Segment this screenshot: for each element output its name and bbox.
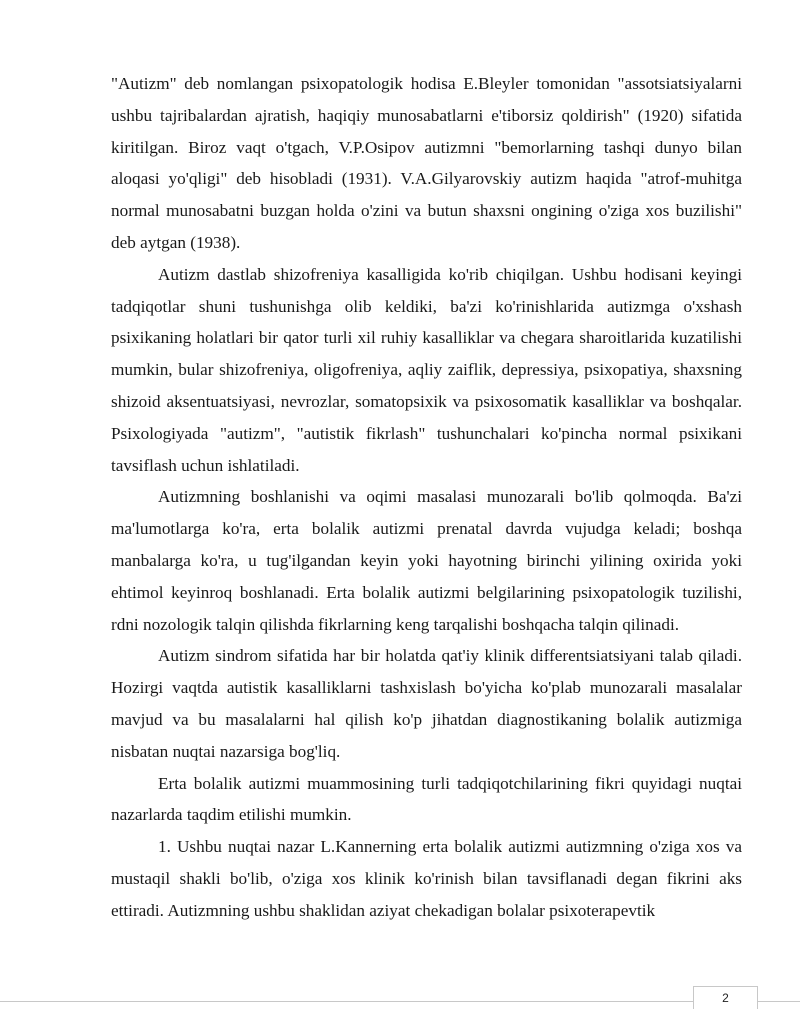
paragraph-4: Autizm sindrom sifatida har bir holatda qat'iy klinik differentsiatsiyani talab qiladi. Hozirgi vaqtda autistik kasalliklarni tashxislash bo'yicha ko'plab munozarali masalalar mavjud va bu masalalarni hal qilish ko'p jihatdan diagnostikaning bolalik autizmiga nisbatan nuqtai nazarsiga bog'liq.	[111, 646, 742, 761]
footer-divider	[0, 1001, 800, 1002]
paragraph-3: Autizmning boshlanishi va oqimi masalasi munozarali bo'lib qolmoqda. Ba'zi ma'lumotlarga ko'ra, erta bolalik autizmi prenatal davrda vujudga keladi; boshqa manbalarga ko'ra, u tug'ilgandan keyin yoki hayotning birinchi yilining oxirida yoki ehtimol keyinroq boshlanadi. Erta bolalik autizmi belgilarining psixopatologik tuzilishi, rdni nozologik talqin qilishda fikrlarning keng tarqalishi boshqacha talqin qilinadi.	[111, 487, 742, 634]
paragraph-6: 1. Ushbu nuqtai nazar L.Kannerning erta bolalik autizmi autizmning o'ziga xos va mustaqil shakli bo'lib, o'ziga xos klinik ko'rinish bilan tavsiflanadi degan fikrini aks ettiradi. Autizmning ushbu shaklidan aziyat chekadigan bolalar psixoterapevtik	[111, 837, 742, 920]
page-number-box	[693, 986, 758, 1009]
paragraph-2: Autizm dastlab shizofreniya kasalligida ko'rib chiqilgan. Ushbu hodisani keyingi tadqiqotlar shuni tushunishga olib keldiki, ba'zi ko'rinishlarida autizmga o'xshash psixikaning holatlari bir qator turli xil ruhiy kasalliklar va chegara sharoitlarida kuzatilishi mumkin, bular shizofreniya, oligofreniya, aqliy zaiflik, depressiya, psixopatiya, shaxsning shizoid aksentuatsiyasi, nevrozlar, somatopsixik va psixosomatik kasalliklar va boshqalar. Psixologiyada "autizm", "autistik fikrlash" tushunchalari ko'pincha normal psixikani tavsiflash uchun ishlatiladi.	[111, 264, 742, 475]
paragraph-5: Erta bolalik autizmi muammosining turli tadqiqotchilarining fikri quyidagi nuqtai nazarlarda taqdim etilishi mumkin.	[111, 773, 742, 825]
document-body	[111, 68, 742, 927]
paragraph-1: "Autizm" deb nomlangan psixopatologik hodisa E.Bleyler tomonidan "assotsiatsiyalarni ushbu tajribalardan ajratish, haqiqiy munosabatlarni e'tiborsiz qoldirish" (1920) sifatida kiritilgan. Biroz vaqt o'tgach, V.P.Osipov autizmni "bemorlarning tashqi dunyo bilan aloqasi yo'qligi" deb hisobladi (1931). V.A.Gilyarovskiy autizm haqida "atrof-muhitga normal munosabatni buzgan holda o'zini va butun shaxsni ongining o'ziga xos buzilishi" deb aytgan (1938).	[111, 74, 742, 252]
page-number: 2	[722, 991, 729, 1005]
